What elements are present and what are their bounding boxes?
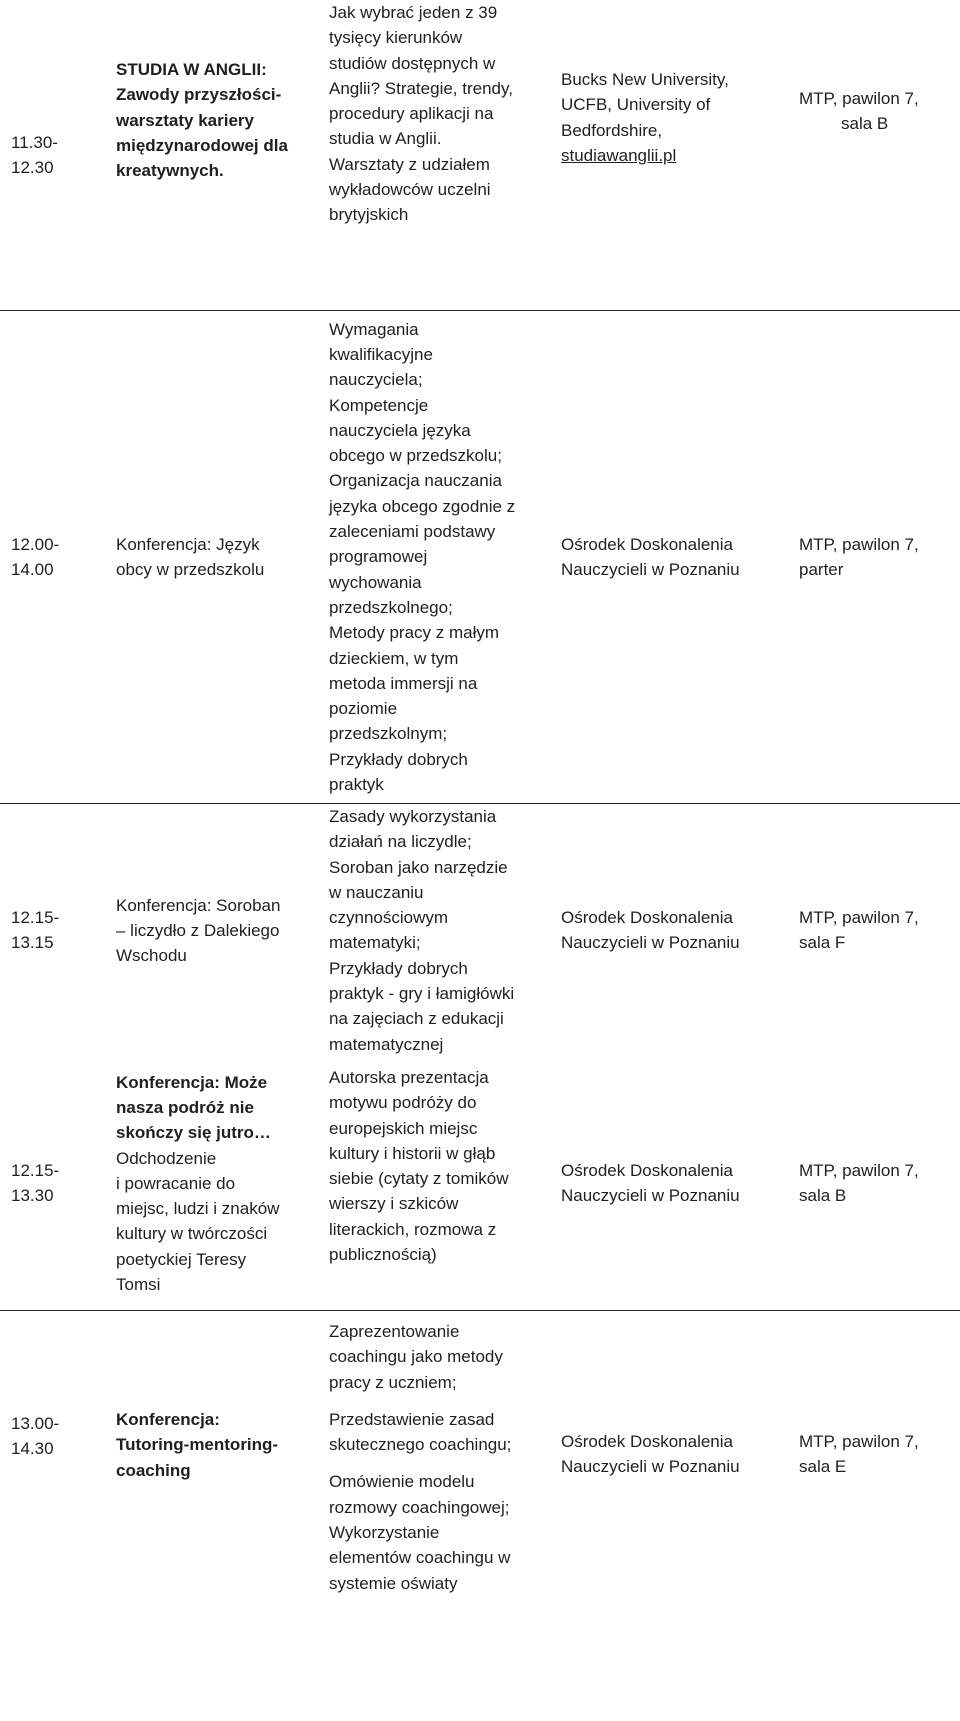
table-row [0, 804, 960, 1057]
session-description: Jak wybrać jeden z 39 tysięcy kierunków studiów dostępnych w Anglii? Strategie, trendy, procedury aplikacji na studia w Anglii. Warsztaty z udziałem wykładowców uczelni brytyjskich [321, 0, 550, 311]
time-cell: 12.00- 14.00 [0, 311, 110, 804]
time-cell: 11.30- 12.30 [0, 0, 110, 311]
session-description [321, 1310, 550, 1721]
session-description: Zasady wykorzystania działań na liczydle; Soroban jako narzędzie w nauczaniu czynnościowym matematyki; Przykłady dobrych praktyk - gry i łamigłówki na zajęciach z edukacji matematycznej [329, 807, 515, 1054]
description-block: Zaprezentowanie coachingu jako metody pracy z uczniem; [329, 1321, 503, 1392]
description-block: Przedstawienie zasad skutecznego coachingu; [329, 1409, 512, 1455]
time-cell: 12.15- 13.30 [0, 1057, 110, 1311]
time-cell: 13.00- 14.30 [11, 1413, 60, 1459]
session-title: STUDIA W ANGLII: Zawody przyszłości- warsztaty kariery międzynarodowej dla kreatywnych. [110, 0, 321, 311]
description-block: Omówienie modelu rozmowy coachingowej; Wykorzystanie elementów coachingu w systemie oświaty [329, 1472, 511, 1593]
table-row [0, 0, 960, 311]
session-description: Autorska prezentacja motywu podróży do europejskich miejsc kultury i historii w głąb siebie (cytaty z tomików wierszy i szkiców literackich, rozmowa z publicznością) [321, 1057, 550, 1311]
table-row [0, 311, 960, 804]
table-row [0, 1057, 960, 1311]
session-description: Wymagania kwalifikacyjne nauczyciela; Kompetencje nauczyciela języka obcego w przedszkolu; Organizacja nauczania języka obcego zgodnie z zaleceniami podstawy programowej wychowania przedszkolnego; Metody pracy z małym dzieckiem, w tym metoda immersji na poziomie przedszkolnym; Przykłady dobrych praktyk [321, 311, 550, 804]
organizer-cell: Ośrodek Doskonalenia Nauczycieli w Poznaniu [550, 1057, 795, 1311]
organizer-cell: Ośrodek Doskonalenia Nauczycieli w Poznaniu [561, 908, 740, 953]
organizer-cell: Bucks New University, UCFB, University of Bedfordshire, studiawanglii.pl [550, 0, 795, 311]
location-cell: MTP, pawilon 7, parter [795, 311, 960, 804]
location-cell: MTP, pawilon 7, sala F [799, 908, 919, 953]
session-title: Konferencja: Język obcy w przedszkolu [110, 311, 321, 804]
time-cell: 12.15- 13.15 [11, 908, 60, 953]
session-title: Konferencja: Soroban – liczydło z Dalekiego Wschodu [116, 895, 281, 966]
location-cell: MTP, pawilon 7, sala B [795, 0, 960, 311]
organizer-cell: Ośrodek Doskonalenia Nauczycieli w Poznaniu [550, 311, 795, 804]
table-row [0, 1310, 960, 1721]
session-title: Konferencja: Tutoring-mentoring- coaching [116, 1409, 279, 1480]
location-cell: MTP, pawilon 7, sala B [795, 1057, 960, 1311]
organizer-cell: Ośrodek Doskonalenia Nauczycieli w Poznaniu [561, 1431, 740, 1477]
session-title: Konferencja: Może nasza podróż nie skończy się jutro… Odchodzenie i powracanie do miejsc, ludzi i znaków kultury w twórczości poetyckiej Teresy Tomsi [110, 1057, 321, 1311]
location-cell: MTP, pawilon 7, sala E [799, 1431, 919, 1477]
